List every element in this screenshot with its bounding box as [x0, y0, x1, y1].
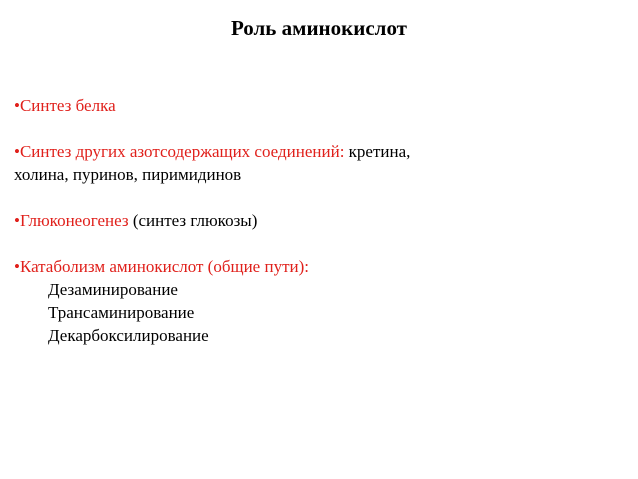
subitem-decarboxylation: Декарбоксилирование: [48, 326, 209, 345]
bullet-protein-synthesis-text: •Синтез белка: [14, 96, 116, 115]
bullet-gluconeogenesis-text: •Глюконеогенез: [14, 211, 129, 230]
subitem-deamination: Дезаминирование: [48, 280, 178, 299]
bullet-gluconeogenesis-note: (синтез глюкозы): [128, 211, 258, 230]
spacer: [14, 186, 624, 209]
spacer: [14, 232, 624, 255]
spacer: [14, 117, 624, 140]
bullet-nitrogen-compounds-continuation: [14, 163, 624, 186]
slide-title: Роль аминокислот: [230, 16, 407, 40]
bullet-catabolism-text: •Катаболизм аминокислот (общие пути):: [14, 257, 309, 276]
bullet-nitrogen-compounds-text: •Синтез других азотсодержащих соединений:: [14, 142, 345, 161]
bullet-nitrogen-compounds: [14, 140, 624, 163]
slide-content: [14, 94, 624, 347]
bullet-nitrogen-compounds-example: кретина,: [344, 142, 411, 161]
bullet-protein-synthesis: [14, 94, 624, 117]
bullet-nitrogen-compounds-continuation-text: холина, пуринов, пиримидинов: [14, 165, 242, 184]
bullet-gluconeogenesis: [14, 209, 624, 232]
bullet-catabolism: [14, 255, 624, 278]
subitem-transamination: Трансаминирование: [48, 303, 195, 322]
